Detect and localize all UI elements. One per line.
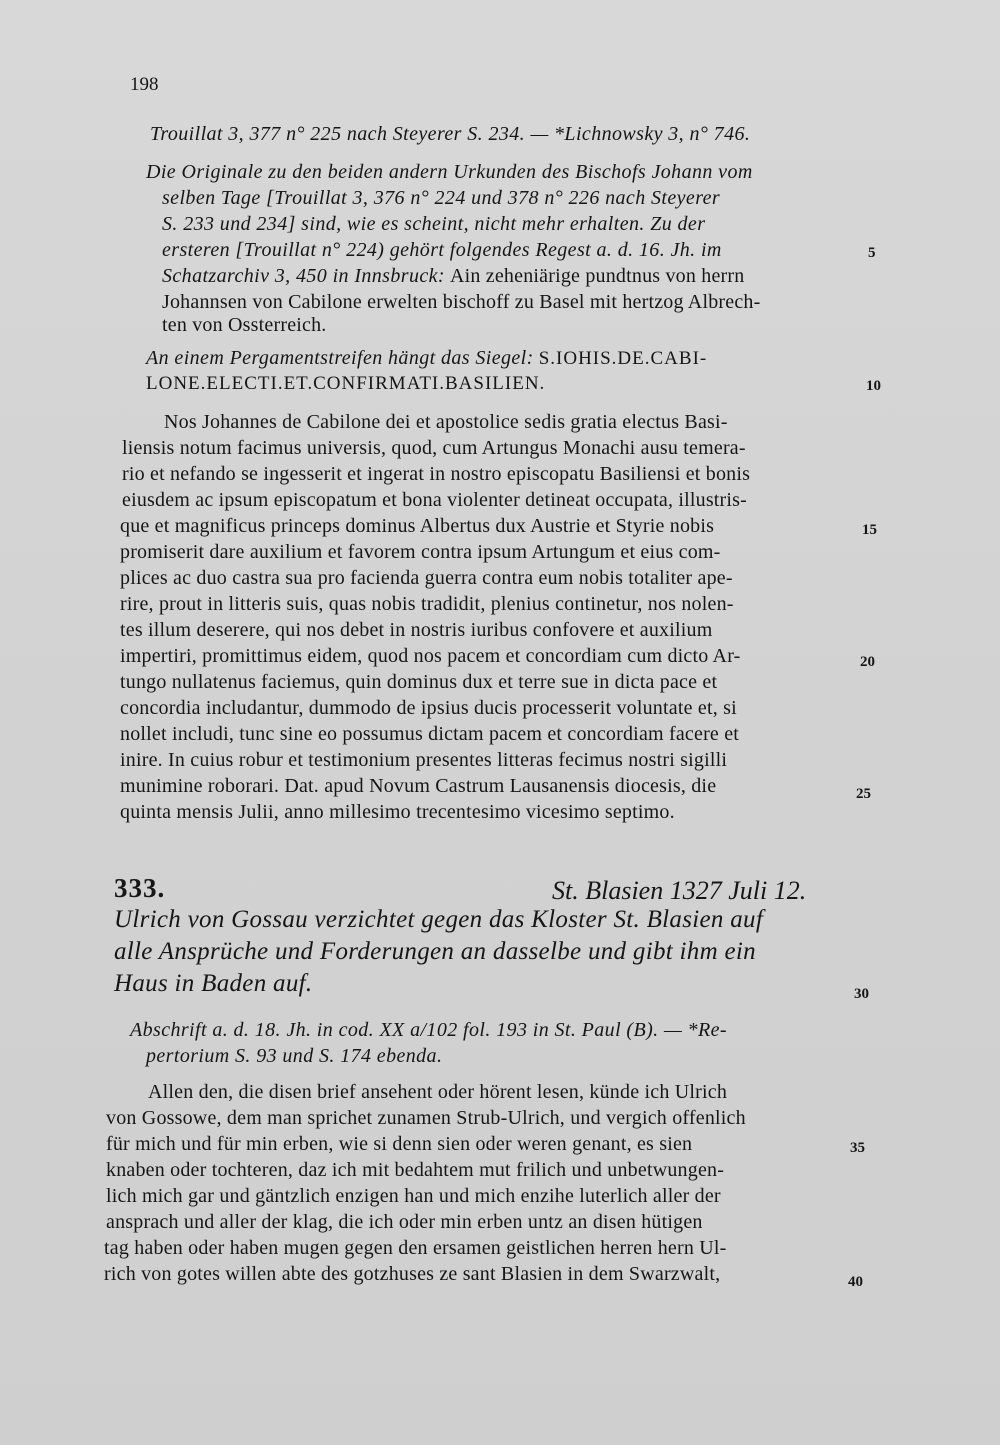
document-title-line: alle Ansprüche und Forderungen an dasselbe und gibt ihm ein: [114, 938, 756, 965]
charter-line: nollet includi, tunc sine eo possumus dictam pacem et concordiam facere et: [120, 723, 740, 745]
source-line: Abschrift a. d. 18. Jh. in cod. XX a/102 fol. 193 in St. Paul (B). — *Re-: [130, 1019, 727, 1041]
charter-line: liensis notum facimus universis, quod, cum Artungus Monachi ausu temera-: [122, 437, 746, 459]
place-date: St. Blasien 1327 Juli 12.: [552, 876, 807, 905]
reference-line: Trouillat 3, 377 n° 225 nach Steyerer S. 234. — *Lichnowsky 3, n° 746.: [150, 123, 751, 145]
regest-text: Ain zeheniärige pundtnus von herrn: [449, 265, 745, 287]
charter-line: que et magnificus princeps dominus Albertus dux Austrie et Styrie nobis: [120, 515, 715, 537]
charter-line: concordia includantur, dummodo de ipsius ducis processerit voluntate et, si: [120, 697, 737, 719]
charter-line: quinta mensis Julii, anno millesimo trecentesimo vicesimo septimo.: [120, 801, 675, 823]
document-title-line: Haus in Baden auf.: [114, 970, 313, 997]
charter-line: lich mich gar und gäntzlich enzigen han und mich enzihe luterlich aller der: [106, 1185, 721, 1207]
charter-line: promiserit dare auxilium et favorem contra ipsum Artungum et eius com-: [120, 541, 721, 563]
charter-line: rio et nefando se ingesserit et ingerat in nostro episcopatu Basiliensi et bonis: [122, 463, 751, 485]
charter-line: ansprach und aller der klag, die ich oder min erben untz an disen hütigen: [106, 1211, 703, 1233]
regest-line: ten von Ossterreich.: [162, 314, 327, 336]
margin-line-number: 5: [868, 245, 876, 261]
charter-line: impertiri, promittimus eidem, quod nos pacem et concordiam cum dicto Ar-: [120, 645, 741, 667]
charter-line: für mich und für min erben, wie si denn sien oder weren genant, es sien: [106, 1133, 693, 1155]
document-title-line: Ulrich von Gossau verzichtet gegen das Kloster St. Blasien auf: [114, 906, 764, 933]
charter-line: Nos Johannes de Cabilone dei et apostolice sedis gratia electus Basi-: [164, 411, 728, 433]
charter-line: tes illum deserere, qui nos debet in nostris iuribus confovere et auxilium: [120, 619, 713, 641]
charter-line: tag haben oder haben mugen gegen den ersamen geistlichen herren hern Ul-: [104, 1237, 727, 1259]
regest-line: Johannsen von Cabilone erwelten bischoff zu Basel mit hertzog Albrech-: [162, 291, 761, 313]
margin-line-number: 10: [866, 378, 881, 394]
note-line: [162, 264, 744, 288]
margin-line-number: 30: [854, 986, 869, 1002]
seal-description: An einem Pergamentstreifen hängt das Siegel:: [146, 347, 534, 369]
charter-line: plices ac duo castra sua pro facienda guerra contra eum nobis totaliter ape-: [120, 567, 733, 589]
charter-line: von Gossowe, dem man sprichet zunamen Strub-Ulrich, und vergich offenlich: [106, 1107, 746, 1129]
charter-line: knaben oder tochteren, daz ich mit bedahtem mut frilich und unbetwungen-: [106, 1159, 725, 1181]
charter-line: munimine roborari. Dat. apud Novum Castrum Lausanensis diocesis, die: [120, 775, 717, 797]
source-line: pertorium S. 93 und S. 174 ebenda.: [146, 1045, 443, 1067]
seal-legend: S.IOHIS.DE.CABI-: [538, 348, 708, 369]
margin-line-number: 40: [848, 1274, 863, 1290]
margin-line-number: 35: [850, 1140, 865, 1156]
archive-reference: Schatzarchiv 3, 450 in Innsbruck:: [162, 265, 445, 287]
note-line: selben Tage [Trouillat 3, 376 n° 224 und 378 n° 226 nach Steyerer: [162, 187, 721, 209]
charter-line: tungo nullatenus faciemus, quin dominus dux et terre sue in dicta pace et: [120, 671, 718, 693]
note-line: ersteren [Trouillat n° 224) gehört folgendes Regest a. d. 16. Jh. im: [162, 239, 722, 261]
note-line: S. 233 und 234] sind, wie es scheint, nicht mehr erhalten. Zu der: [162, 213, 706, 235]
page-number: 198: [130, 74, 159, 95]
charter-line: inire. In cuius robur et testimonium presentes litteras fecimus nostri sigilli: [120, 749, 728, 771]
note-line: Die Originale zu den beiden andern Urkunden des Bischofs Johann vom: [146, 161, 753, 183]
charter-line: rich von gotes willen abte des gotzhuses ze sant Blasien in dem Swarzwalt,: [104, 1263, 721, 1285]
charter-line: Allen den, die disen brief ansehent oder hörent lesen, künde ich Ulrich: [148, 1081, 728, 1103]
charter-line: eiusdem ac ipsum episcopatum et bona violenter detineat occupata, illustris-: [122, 489, 748, 511]
charter-line: rire, prout in litteris suis, quas nobis tradidit, plenius continetur, nos nolen-: [120, 593, 734, 615]
margin-line-number: 20: [860, 654, 875, 670]
margin-line-number: 25: [856, 786, 871, 802]
seal-line: [146, 346, 707, 371]
margin-line-number: 15: [862, 522, 877, 538]
document-number: 333.: [114, 873, 166, 903]
seal-legend: LONE.ELECTI.ET.CONFIRMATI.BASILIEN.: [146, 373, 546, 394]
